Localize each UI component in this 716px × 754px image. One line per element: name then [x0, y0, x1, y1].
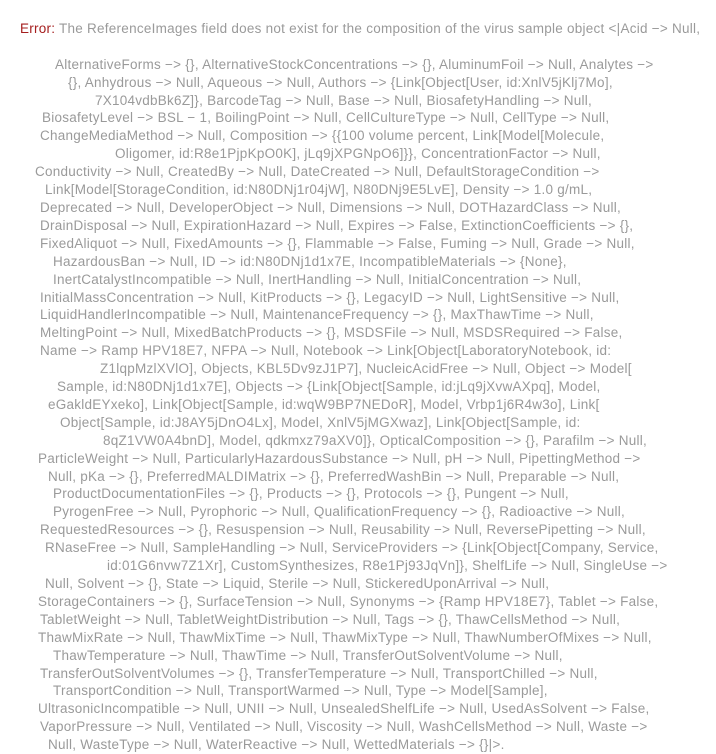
message-line: PyrogenFree −> Null, Pyrophoric −> Null, QualificationFrequency −> {}, Radioactive −> Null,	[53, 504, 626, 520]
message-line: RNaseFree −> Null, SampleHandling −> Null, ServiceProviders −> {Link[Object[Company, Service,	[45, 540, 659, 556]
message-line: LiquidHandlerIncompatible −> Null, MaintenanceFrequency −> {}, MaxThawTime −> Null,	[40, 307, 594, 323]
message-line: ParticleWeight −> Null, ParticularlyHazardousSubstance −> Null, pH −> Null, PipettingMethod −>	[38, 450, 641, 466]
message-line: ProductDocumentationFiles −> {}, Products −> {}, Protocols −> {}, Pungent −> Null,	[53, 486, 569, 502]
message-line: ThawTemperature −> Null, ThawTime −> Null, TransferOutSolventVolume −> Null,	[53, 647, 563, 663]
message-line: Null, WasteType −> Null, WaterReactive −> Null, WettedMaterials −> {}|>.	[48, 737, 505, 753]
message-line: 7X104vdbBk6Z]}, BarcodeTag −> Null, Base −> Null, BiosafetyHandling −> Null,	[95, 92, 593, 108]
message-line: InitialMassConcentration −> Null, KitProducts −> {}, LegacyID −> Null, LightSensitive −> Null,	[40, 289, 620, 305]
message-line: HazardousBan −> Null, ID −> id:N80DNj1d1x7E, IncompatibleMaterials −> {None},	[53, 253, 567, 269]
message-line: TabletWeight −> Null, TabletWeightDistribution −> Null, Tags −> {}, ThawCellsMethod −> Null,	[40, 611, 621, 627]
message-line: TransportCondition −> Null, TransportWarmed −> Null, Type −> Model[Sample],	[53, 683, 548, 699]
error-label: Error:	[20, 20, 56, 36]
message-line: FixedAliquot −> Null, FixedAmounts −> {}, Flammable −> False, Fuming −> Null, Grade −> Null,	[40, 235, 635, 251]
message-line: RequestedResources −> {}, Resuspension −> Null, Reusability −> Null, ReversePipetting −> Null,	[40, 522, 646, 538]
message-line: eGakldEYxeko], Link[Object[Sample, id:wqW9BP7NEDoR], Model, Vrbp1j6R4w3o], Link[	[48, 396, 600, 412]
message-line: Oligomer, id:R8e1PjpKpO0K], jLq9jXPGNpO6]}}, ConcentrationFactor −> Null,	[115, 146, 601, 162]
message-line: Deprecated −> Null, DeveloperObject −> Null, Dimensions −> Null, DOTHazardClass −> Null,	[40, 199, 621, 215]
message-line: Name −> Ramp HPV18E7, NFPA −> Null, Notebook −> Link[Object[LaboratoryNotebook, id:	[40, 343, 612, 359]
message-line: TransferOutSolventVolumes −> {}, TransferTemperature −> Null, TransportChilled −> Null,	[40, 665, 598, 681]
message-line: StorageContainers −> {}, SurfaceTension −> Null, Synonyms −> {Ramp HPV18E7}, Tablet −> False,	[38, 593, 659, 609]
message-line: UltrasonicIncompatible −> Null, UNII −> Null, UnsealedShelfLife −> Null, UsedAsSolvent −> False,	[38, 701, 650, 717]
message-line: MeltingPoint −> Null, MixedBatchProducts −> {}, MSDSFile −> Null, MSDSRequired −> False,	[40, 325, 623, 341]
message-line: Z1lqpMzlXVlO], Objects, KBL5Dv9zJ1P7], NucleicAcidFree −> Null, Object −> Model[	[100, 361, 632, 377]
message-line: Conductivity −> Null, CreatedBy −> Null, DateCreated −> Null, DefaultStorageCondition −>	[35, 164, 600, 180]
message-first-line	[0, 2, 716, 56]
message-line: Object[Sample, id:J8AY5jDnO4Lx], Model, XnlV5jMGXwaz], Link[Object[Sample, id:	[60, 414, 581, 430]
message-line: Sample, id:N80DNj1d1x7E], Objects −> {Link[Object[Sample, id:jLq9jXvwAXpq], Model,	[57, 379, 601, 395]
message-line: Null, Solvent −> {}, State −> Liquid, Sterile −> Null, StickeredUponArrival −> Null,	[45, 576, 550, 591]
message-line: Null, pKa −> {}, PreferredMALDIMatrix −> {}, PreferredWashBin −> Null, Preparable −> Null,	[48, 468, 620, 484]
message-line: Link[Model[StorageCondition, id:N80DNj1r04jW], N80DNj9E5LvE], Density −> 1.0 g/mL,	[45, 182, 593, 198]
message-line: InertCatalystIncompatible −> Null, InertHandling −> Null, InitialConcentration −> Null,	[53, 271, 582, 287]
message-line: {}, Anhydrous −> Null, Aqueous −> Null, Authors −> {Link[Object[User, id:XnlV5jKlj7Mo],	[68, 74, 613, 90]
message-line: DrainDisposal −> Null, ExpirationHazard −> Null, Expires −> False, ExtinctionCoefficients −> {},	[40, 217, 634, 233]
message-first-line-text: The ReferenceImages field does not exist for the composition of the virus sample object <|Acid −> Null,	[59, 20, 701, 36]
message-line: id:01G6nvw7Z1Xr], CustomSynthesizes, R8e1Pj93JqVn]}, ShelfLife −> Null, SingleUse −>	[107, 558, 668, 574]
message-body-lines	[0, 56, 716, 754]
message-line: BiosafetyLevel −> BSL − 1, BoilingPoint −> Null, CellCultureType −> Null, CellType −> Null,	[42, 110, 610, 126]
message-line: ThawMixRate −> Null, ThawMixTime −> Null, ThawMixType −> Null, ThawNumberOfMixes −> Null,	[38, 629, 652, 645]
message-line: ChangeMediaMethod −> Null, Composition −> {{100 volume percent, Link[Model[Molecule,	[40, 128, 605, 144]
message-line: VaporPressure −> Null, Ventilated −> Null, Viscosity −> Null, WashCellsMethod −> Null, Waste −>	[40, 719, 648, 735]
message-line: 8qZ1VW0A4bnD], Model, qdkmxz79aXV0]}, OpticalComposition −> {}, Parafilm −> Null,	[103, 432, 648, 448]
message-line: AlternativeForms −> {}, AlternativeStockConcentrations −> {}, AluminumFoil −> Null, Analytes −>	[55, 56, 654, 72]
